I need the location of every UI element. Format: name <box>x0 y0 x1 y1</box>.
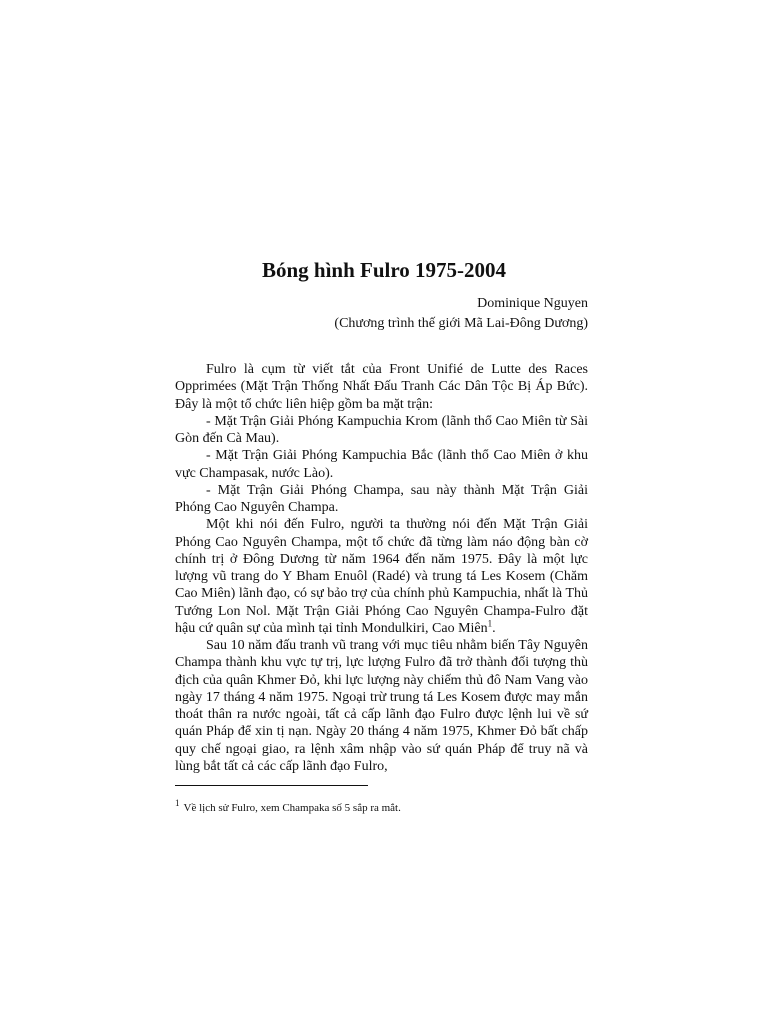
paragraph-fulro-champa-end: . <box>492 620 496 636</box>
paragraph-front-3: - Mặt Trận Giải Phóng Champa, sau này thành Mặt Trận Giải Phóng Cao Nguyên Champa. <box>175 482 588 515</box>
paragraph-fulro-champa <box>175 516 588 637</box>
footnote-reference: 1 <box>487 618 493 629</box>
footnote-number: 1 <box>175 798 180 809</box>
paragraph-intro: Fulro là cụm từ viết tắt của Front Unifié de Lutte des Races Opprimées (Mặt Trận Thống Nhất Đấu Tranh Các Dân Tộc Bị Áp Bức). Đây là một tổ chức liên hiệp gồm ba mặt trận: <box>175 362 588 412</box>
footnote-text: Về lịch sử Fulro, xem Champaka số 5 sắp ra mắt. <box>183 802 401 814</box>
paragraph-front-1: - Mặt Trận Giải Phóng Kampuchia Krom (lãnh thổ Cao Miên từ Sài Gòn đến Cà Mau). <box>175 413 588 446</box>
paragraph-fulro-champa-text: Một khi nói đến Fulro, người ta thường nói đến Mặt Trận Giải Phóng Cao Nguyên Champa, một tổ chức đã từng làm náo động bàn cờ chính trị ở Đông Dương từ năm 1964 đến năm 1975. Đây là một lực lượng vũ trang do Y Bham Enuôl (Radé) và trung tá Les Kosem (Chăm Cao Miên) lãnh đạo, có sự bảo trợ của chính phủ Kampuchia, nhất là Thủ Tướng Lon Nol. Mặt Trận Giải Phóng Cao Nguyên Champa-Fulro đặt hậu cứ quân sự của mình tại tỉnh Mondulkiri, Cao Miên <box>175 517 588 636</box>
paragraph-khmer-rouge: Sau 10 năm đấu tranh vũ trang với mục tiêu nhằm biến Tây Nguyên Champa thành khu vực tự trị, lực lượng Fulro đã trở thành đối tượng thù địch của quân Khmer Đỏ, khi lực lượng này chiếm thủ đô Nam Vang vào ngày 17 tháng 4 năm 1975. Ngoại trừ trung tá Les Kosem được may mắn thoát thân ra nước ngoài, tất cả cấp lãnh đạo Fulro được lệnh lui về sứ quán Pháp để xin tị nạn. Ngày 20 tháng 4 năm 1975, Khmer Đỏ bất chấp quy chế ngoại giao, ra lệnh xâm nhập vào sứ quán Pháp để truy nã và lùng bắt tất cả các cấp lãnh đạo Fulro, <box>175 638 588 774</box>
footnote-divider <box>175 785 368 786</box>
article-body <box>175 361 588 775</box>
author-affiliation: (Chương trình thế giới Mã Lai-Đông Dương) <box>334 316 588 331</box>
footnote <box>175 798 588 815</box>
paragraph-front-2: - Mặt Trận Giải Phóng Kampuchia Bắc (lãnh thổ Cao Miên ở khu vực Champasak, nước Lào). <box>175 448 588 481</box>
author-name: Dominique Nguyen <box>477 296 588 311</box>
byline <box>175 294 588 334</box>
document-title: Bóng hình Fulro 1975-2004 <box>261 258 507 282</box>
